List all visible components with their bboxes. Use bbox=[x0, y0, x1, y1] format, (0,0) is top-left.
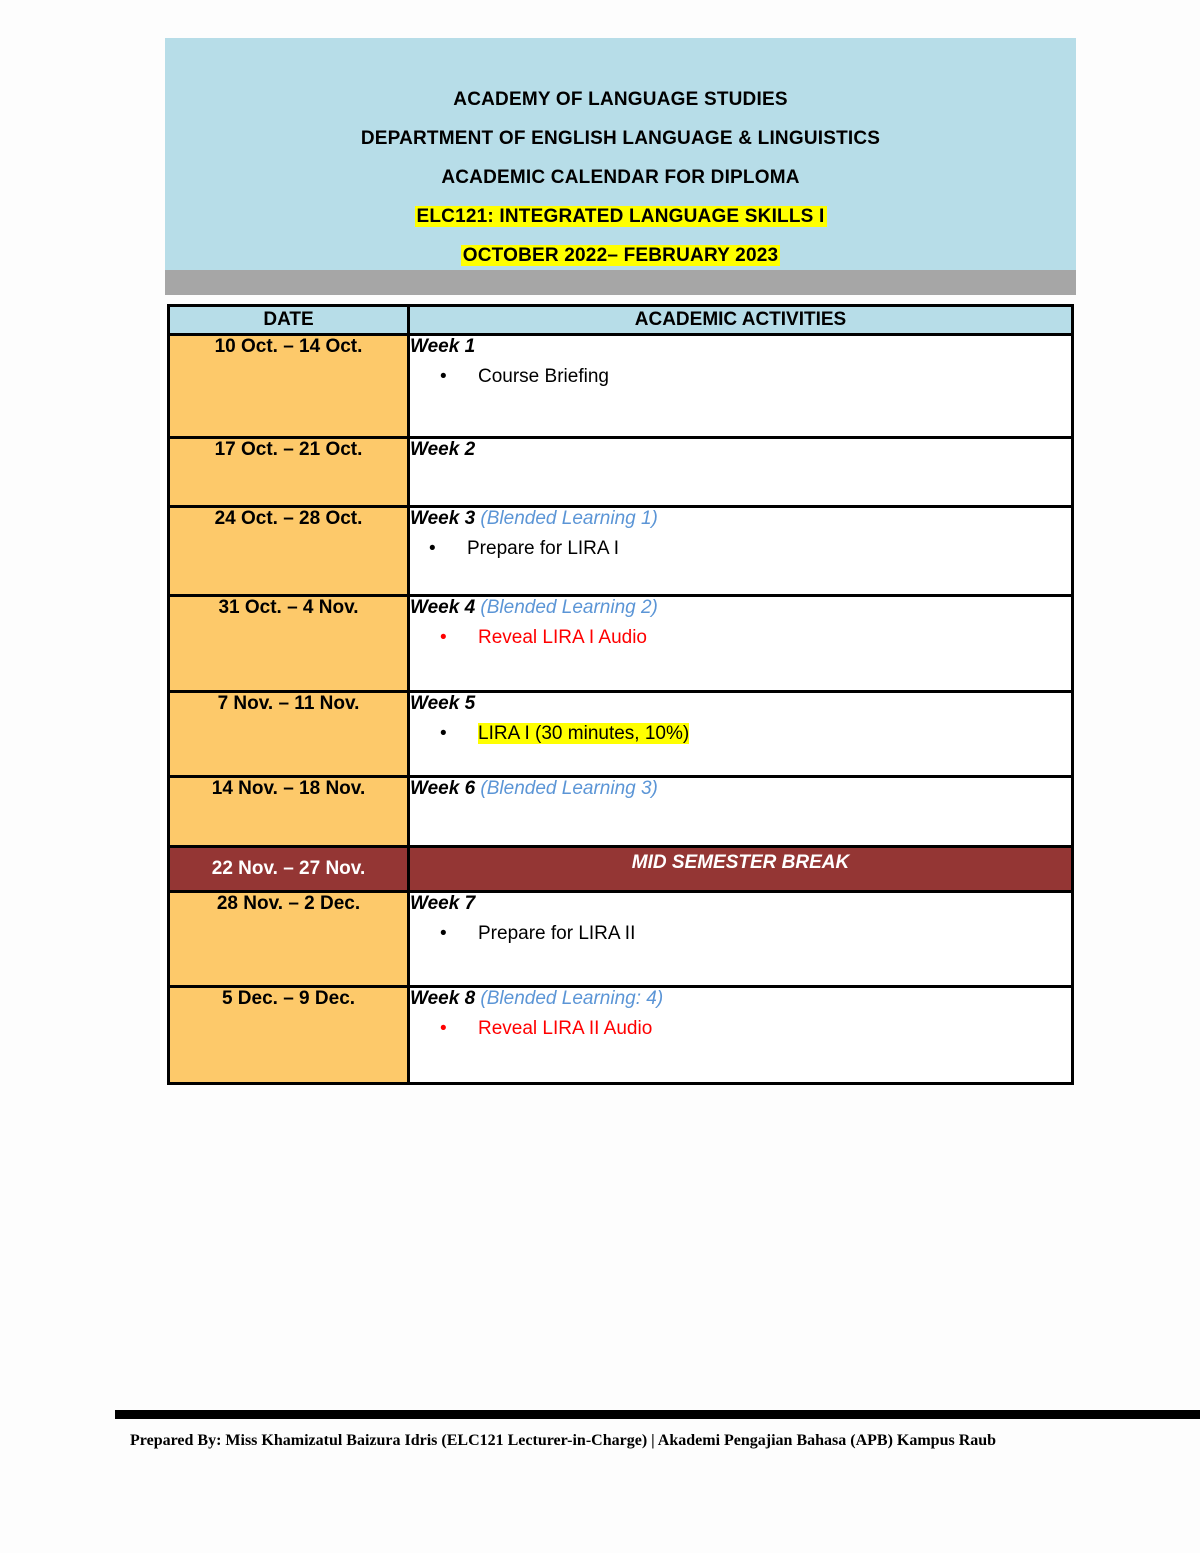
footer-rule bbox=[115, 1410, 1200, 1419]
activity-cell bbox=[409, 438, 1073, 507]
activities-column-header: ACADEMIC ACTIVITIES bbox=[409, 306, 1073, 335]
table-row-break bbox=[169, 847, 1073, 892]
date-cell: 22 Nov. – 27 Nov. bbox=[169, 847, 409, 892]
week-label: Week 1 bbox=[410, 336, 476, 357]
table-row bbox=[169, 777, 1073, 847]
date-cell: 24 Oct. – 28 Oct. bbox=[169, 507, 409, 596]
week-label: Week 2 bbox=[410, 439, 476, 460]
calendar-table bbox=[167, 304, 1074, 1085]
table-row bbox=[169, 596, 1073, 692]
week-label: Week 5 bbox=[410, 693, 476, 714]
department-title: DEPARTMENT OF ENGLISH LANGUAGE & LINGUISTICS bbox=[360, 128, 881, 149]
week-label: Week 4 bbox=[410, 597, 476, 618]
week-label: Week 6 bbox=[410, 778, 476, 799]
footer-credit: Prepared By: Miss Khamizatul Baizura Idris (ELC121 Lecturer-in-Charge) | Akademi Pengajian Bahasa (APB) Kampus Raub bbox=[130, 1432, 997, 1449]
activity-cell bbox=[409, 692, 1073, 777]
date-cell: 17 Oct. – 21 Oct. bbox=[169, 438, 409, 507]
course-title: ELC121: INTEGRATED LANGUAGE SKILLS I bbox=[416, 206, 825, 227]
blended-learning-note: (Blended Learning 3) bbox=[480, 778, 658, 799]
date-cell: 14 Nov. – 18 Nov. bbox=[169, 777, 409, 847]
table-row bbox=[169, 987, 1073, 1084]
list-item bbox=[410, 721, 1071, 747]
week-label: Week 3 bbox=[410, 508, 476, 529]
date-cell: 7 Nov. – 11 Nov. bbox=[169, 692, 409, 777]
activity-cell bbox=[409, 335, 1073, 438]
activity-cell bbox=[409, 507, 1073, 596]
assessment-highlight: LIRA I (30 minutes, 10%) bbox=[478, 723, 690, 744]
calendar-title: ACADEMIC CALENDAR FOR DIPLOMA bbox=[441, 167, 800, 188]
week-label: Week 8 bbox=[410, 988, 476, 1009]
blended-learning-note: (Blended Learning 2) bbox=[480, 597, 658, 618]
table-row bbox=[169, 892, 1073, 987]
divider-bar bbox=[165, 270, 1076, 295]
activity-cell bbox=[409, 892, 1073, 987]
list-item: • Prepare for LIRA II bbox=[410, 921, 1071, 947]
date-cell: 31 Oct. – 4 Nov. bbox=[169, 596, 409, 692]
activity-cell bbox=[409, 596, 1073, 692]
blended-learning-note: (Blended Learning: 4) bbox=[480, 988, 664, 1009]
date-cell: 28 Nov. – 2 Dec. bbox=[169, 892, 409, 987]
table-row bbox=[169, 438, 1073, 507]
list-item: • Course Briefing bbox=[410, 364, 1071, 390]
table-row bbox=[169, 692, 1073, 777]
activity-cell bbox=[409, 987, 1073, 1084]
list-item: • Reveal LIRA I Audio bbox=[410, 625, 1071, 651]
list-item: • Prepare for LIRA I bbox=[410, 536, 1071, 562]
table-row bbox=[169, 335, 1073, 438]
activity-cell bbox=[409, 777, 1073, 847]
table-header-row bbox=[169, 306, 1073, 335]
semester-period: OCTOBER 2022– FEBRUARY 2023 bbox=[462, 245, 779, 266]
list-item: • Reveal LIRA II Audio bbox=[410, 1016, 1071, 1042]
table-row bbox=[169, 507, 1073, 596]
week-label: Week 7 bbox=[410, 893, 476, 914]
blended-learning-note: (Blended Learning 1) bbox=[480, 508, 658, 529]
title-banner bbox=[165, 38, 1076, 270]
mid-semester-break-label: MID SEMESTER BREAK bbox=[409, 847, 1073, 892]
date-column-header: DATE bbox=[169, 306, 409, 335]
date-cell: 10 Oct. – 14 Oct. bbox=[169, 335, 409, 438]
institution-title: ACADEMY OF LANGUAGE STUDIES bbox=[453, 89, 788, 110]
date-cell: 5 Dec. – 9 Dec. bbox=[169, 987, 409, 1084]
